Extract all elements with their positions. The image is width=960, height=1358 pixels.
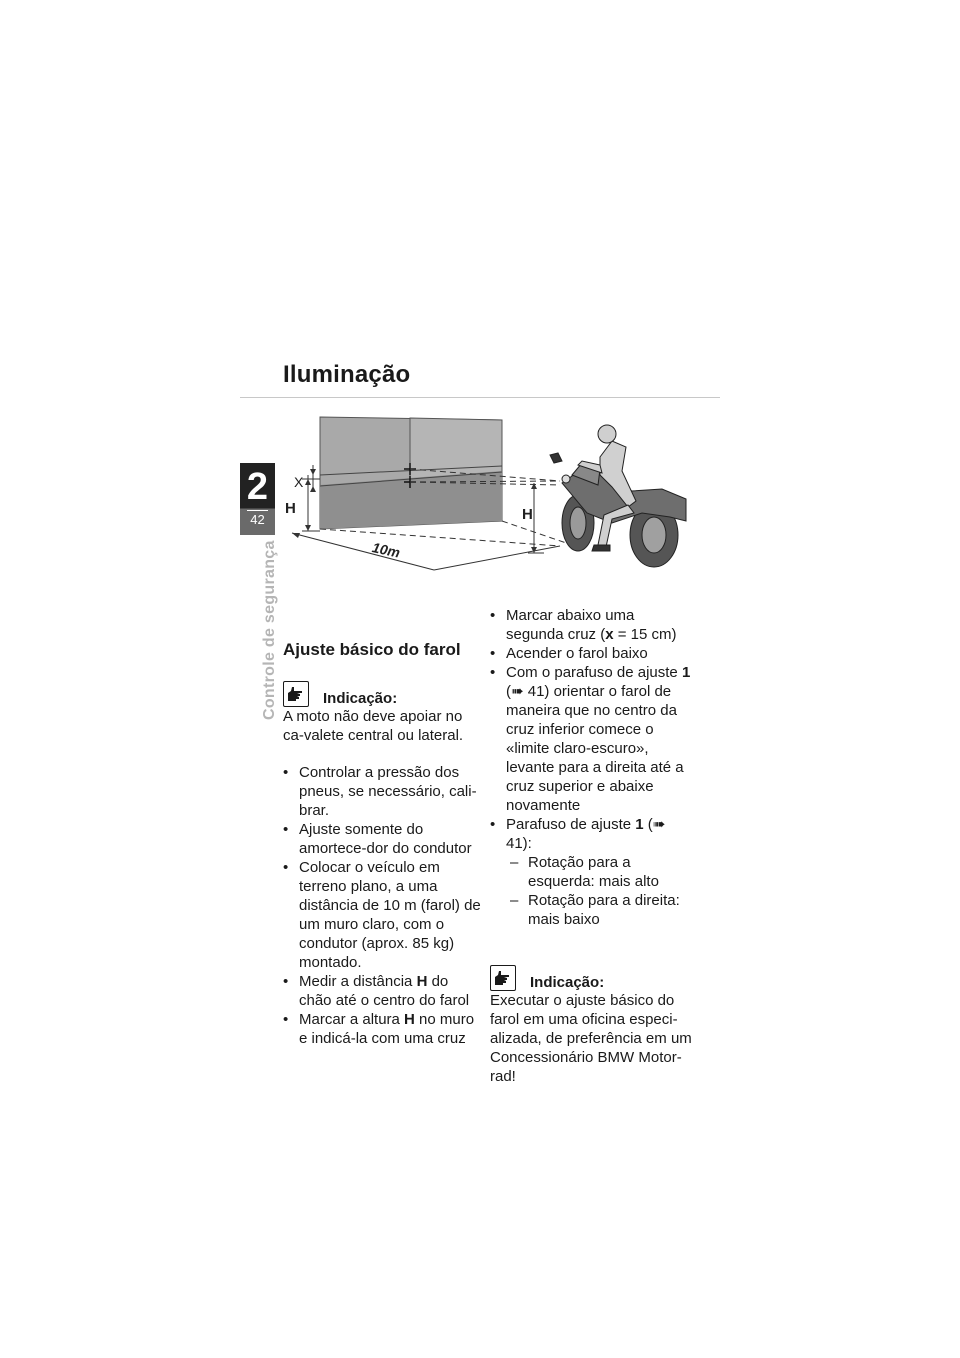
chapter-number: 2 (246, 466, 269, 508)
note-label: Indicação: (530, 974, 605, 991)
note-header (490, 965, 695, 991)
headlight-adjustment-figure (282, 405, 702, 587)
sub-list (506, 853, 695, 929)
list-item: • Controlar a pressão dos pneus, se necessário, cali-brar. (283, 763, 483, 820)
motorcycle-with-rider (550, 425, 686, 567)
list-item: • Marcar a altura H no muro e indicá-la com uma cruz (283, 1010, 483, 1048)
section-side-label: Controle de segurança (261, 540, 278, 720)
list-item: • Marcar abaixo uma segunda cruz (x = 15 cm) (490, 606, 695, 644)
label-distance: 10m (370, 539, 402, 561)
steps-list (283, 763, 483, 1048)
section-subtitle: Ajuste básico do farol (283, 640, 461, 659)
sub-list-item: – Rotação para a direita: mais baixo (506, 891, 695, 929)
label-h-left: H (285, 500, 296, 517)
note-header (283, 681, 483, 707)
left-column (283, 640, 483, 1048)
list-item: • Colocar o veículo em terreno plano, a uma distância de 10 m (farol) de um muro claro, com o condutor (aprox. 85 kg) montado. (283, 858, 483, 972)
right-column (490, 606, 695, 1104)
steps-list-continued (490, 606, 695, 929)
list-item: • Medir a distância H do chão até o centro do farol (283, 972, 483, 1010)
list-item: • Ajuste somente do amortece-dor do condutor (283, 820, 483, 858)
label-x: X (294, 474, 304, 490)
chapter-divider (247, 510, 268, 511)
note-text: Executar o ajuste básico do farol em uma oficina especi-alizada, de preferência em um Concessionário BMW Motor-rad! (490, 992, 692, 1085)
chapter-tab (240, 463, 275, 535)
list-item: • Com o parafuso de ajuste 1 (➠ 41) orientar o farol de maneira que no centro da cruz inferior comece o «limite claro-escuro», levante para a direita até a cruz superior e abaixe novamente (490, 663, 695, 815)
list-item: • Parafuso de ajuste 1 (➠ 41): – Rotação para a esquerda: mais alto – Rotação para a direita: mais baixo (490, 815, 695, 929)
label-h-right: H (522, 506, 533, 523)
sub-list-item: – Rotação para a esquerda: mais alto (506, 853, 695, 891)
note-hand-icon (283, 681, 309, 707)
note-label: Indicação: (323, 690, 398, 707)
page-title: Iluminação (283, 361, 411, 388)
list-item: • Acender o farol baixo (490, 644, 695, 663)
page-number: 42 (250, 512, 265, 527)
note-text: A moto não deve apoiar no ca-valete central ou lateral. (283, 708, 464, 744)
title-divider (240, 397, 720, 398)
note-hand-icon (490, 965, 516, 991)
